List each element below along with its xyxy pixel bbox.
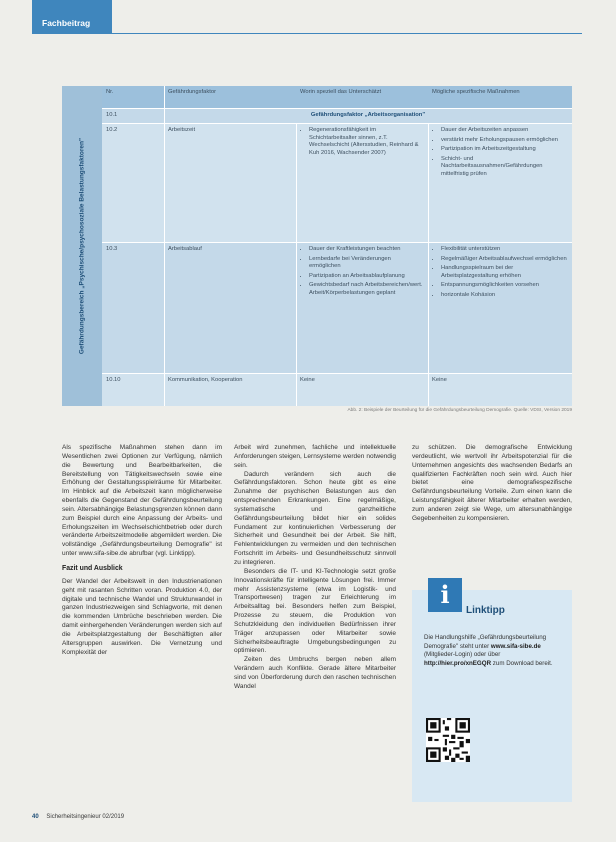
table-side-label: Gefährdungsbereich „Psychische/psychosoziale Belastungsfaktoren" <box>78 137 86 355</box>
info-icon: i <box>428 578 462 612</box>
text-column-2 <box>234 444 396 692</box>
table-caption: Abb. 2: Beispiele der Beurteilung für die Gefährdungsbeurteilung Demografie. Quelle: VDSI, Version 2019 <box>347 408 572 413</box>
paragraph: Als spezifische Maßnahmen stehen dann im Wesentlichen zwei Optionen zur Verfügung, nämlich die Bewertung und Bearbeitbarkeiten, die Bereitstellung von Tätigkeitswechseln sowie eine Erhöhung der Gestaltungsspielräume für Mitarbeiter. Im Hinblick auf die Arbeitszeit kann möglicherweise ebenfalls die Gegenstand der Gefährdungsbeurteilung sein. Altersabhängige Belastungsgrenzen können dann zum Beispiel durch eine Anpassung der Arbeits- und Erholungszeiten im Wechselschichtbetrieb oder durch veränderte Arbeitszeitmodelle abgemildert werden. Die vollständige „Gefährdungsbeurteilung Demografie" ist unter www.sifa-sibe.de abrufbar (vgl. Linktipp). <box>62 444 222 558</box>
row-divider <box>102 373 572 374</box>
row-measures <box>428 124 572 242</box>
row-measures: Keine <box>428 374 572 406</box>
row-nr: 10.3 <box>102 243 164 373</box>
row-risks <box>296 243 428 373</box>
hazard-table <box>62 86 572 406</box>
row-divider <box>102 123 572 124</box>
row-nr: 10.2 <box>102 124 164 242</box>
col-header-measures: Mögliche spezifische Maßnahmen <box>428 86 572 108</box>
list-item: • Partizipation im Arbeitszeitgestaltung <box>441 146 568 154</box>
col-header-nr: Nr. <box>102 86 164 108</box>
page-number: 40 <box>32 814 39 820</box>
column-divider <box>428 124 429 406</box>
list-item: • Flexibilität unterstützen <box>441 246 568 254</box>
col-header-factor: Gefährdungsfaktor <box>164 86 296 108</box>
linktipp-box <box>412 580 572 802</box>
row-nr: 10.10 <box>102 374 164 406</box>
linktipp-text <box>424 634 564 668</box>
list-item: • Handlungsspielraum bei der Arbeitsplatzgestaltung erhöhen <box>441 265 568 280</box>
list-item: • Regenerationsfähigkeit im Schichtarbeitsalter sinnen, z.T. Wechselschicht (Altersstudien, Reinhard & Kuh 2016, Wachsender 2007) <box>309 127 424 157</box>
qr-code-icon[interactable] <box>426 718 470 762</box>
text-column-1 <box>62 444 222 657</box>
row-risks <box>296 124 428 242</box>
group-nr: 10.1 <box>102 109 164 123</box>
row-divider <box>102 108 572 109</box>
list-item: • Schicht- und Nachtarbeitsausnahmen/Gefährdungen mittelfristig prüfen <box>441 156 568 179</box>
list-item: • Regelmäßiger Arbeitsablaufwechsel ermöglichen <box>441 256 568 264</box>
paragraph: Besonders die IT- und KI-Technologie setzt große Innovationskräfte für intelligente Lösungen frei. Immer mehr Assistenzsysteme (etwa im Logistik- und Transportwesen) tragen zur Erleichterung im Arbeitsalltag bei. Besonders helfen zum Beispiel, Prozesse zu steuern, die Produktion von Schutzkleidung den individuellen Bedürfnissen ihrer Träger anzupassen oder Mitarbeiter sowie Sicherheitsbeauftragte Umgebungsbedingungen zu optimieren. <box>234 567 396 655</box>
row-factor: Kommunikation, Kooperation <box>164 374 296 406</box>
paragraph: Der Wandel der Arbeitswelt in den Industrienationen geht mit rasanten Schritten voran. Produktion 4.0, der digitale und technische Wandel und Strukturwandel in ganzen Industriezweigen sind Schlagworte, mit denen die kommenden Umbrüche beschrieben werden. Die damit einhergehenden Veränderungen werden sich auf die Arbeitsplatzgestaltung der Beschäftigten aller Altersgruppen auswirken. Die Vernetzung und Komplexität der <box>62 577 222 656</box>
text-column-3 <box>412 444 572 524</box>
linktipp-text-part: Die Handlungshilfe „Gefährdungsbeurteilung Demografie" steht unter <box>424 634 547 650</box>
table-side-column <box>62 86 102 406</box>
linktipp-text-part: zum Download bereit. <box>492 659 553 667</box>
linktipp-link[interactable]: www.sifa-sibe.de <box>490 642 541 650</box>
page-footer <box>32 814 124 820</box>
section-heading: Fazit und Ausblick <box>62 564 123 572</box>
col-header-risks: Worin speziell das Unterschätzt <box>296 86 428 108</box>
column-divider <box>164 86 165 406</box>
list-item: • Lernbedarfe bei Veränderungen ermöglichen <box>309 256 424 271</box>
list-item: • Gewichtsbedarf nach Arbeitsbereichen/wert. Arbeit/Körperbelastungen geplant <box>309 282 424 297</box>
paragraph: Zeiten des Umbruchs bergen neben allem Verändern auch Konflikte. Gerade ältere Mitarbeiter sind von Überforderung durch den raschen technischen Wandel <box>234 656 396 690</box>
list-item: • horizontale Kohäsion <box>441 292 568 300</box>
paragraph: zu schützen. Die demografische Entwicklung verdeutlicht, wie wertvoll ihr Arbeitspotenzial für die Unternehmen angesichts des wachsenden Bedarfs an qualifizierten Fachkräften noch sein wird. Auch hier bietet eine demografiespezifische Gefährdungsbeurteilung Vorteile. Zum einen kann die Leistungsfähigkeit älterer Mitarbeiter erhalten werden, zum anderen zeigt sie Wege, um altersunabhängige Gegebenheiten zu kompensieren. <box>412 444 572 522</box>
row-measures <box>428 243 572 373</box>
row-factor: Arbeitszeit <box>164 124 296 242</box>
row-divider <box>102 242 572 243</box>
list-item: • verstärkt mehr Erholungspausen ermöglichen <box>441 137 568 145</box>
paragraph: Arbeit wird zunehmen, fachliche und intellektuelle Anforderungen steigen, Lernsysteme werden notwendig sein. <box>234 444 396 469</box>
list-item: • Dauer der Kraftleistungen beachten <box>309 246 424 254</box>
magazine-name: Sicherheitsingenieur 02/2019 <box>46 814 125 820</box>
column-divider <box>296 124 297 406</box>
linktipp-link[interactable]: http://hier.pro/xnEGQR <box>424 659 492 667</box>
header-rule <box>32 33 582 34</box>
list-item: • Entspannungsmöglichkeiten vorsehen <box>441 282 568 290</box>
row-risks: Keine <box>296 374 428 406</box>
list-item: • Partizipation an Arbeitsablaufplanung <box>309 273 424 281</box>
section-tab <box>32 0 112 34</box>
linktipp-title: Linktipp <box>466 605 505 616</box>
paragraph: Dadurch verändern sich auch die Gefährdungsfaktoren. Schon heute gibt es eine Zunahme der psychischen Belastungen aus den entsprechenden Erkrankungen. Eine regelmäßige, systematische und ganzheitliche Gefährdungsbeurteilung bildet hier ein solides Fundament zur kontinuierlichen Verbesserung der Sicherheit und Gesundheit bei der Arbeit. Sie hilft, Fehlentwicklungen zu vermeiden und den technischen Fortschritt im Arbeits- und Gesundheitsschutz sinnvoll zu integrieren. <box>234 470 396 566</box>
list-item: • Dauer der Arbeitszeiten anpassen <box>441 127 568 135</box>
linktipp-text-part: (Mitglieder-Login) oder über <box>424 651 501 659</box>
group-title: Gefährdungsfaktor „Arbeitsorganisation" <box>164 109 572 123</box>
row-factor: Arbeitsablauf <box>164 243 296 373</box>
section-label: Fachbeitrag <box>42 18 91 28</box>
